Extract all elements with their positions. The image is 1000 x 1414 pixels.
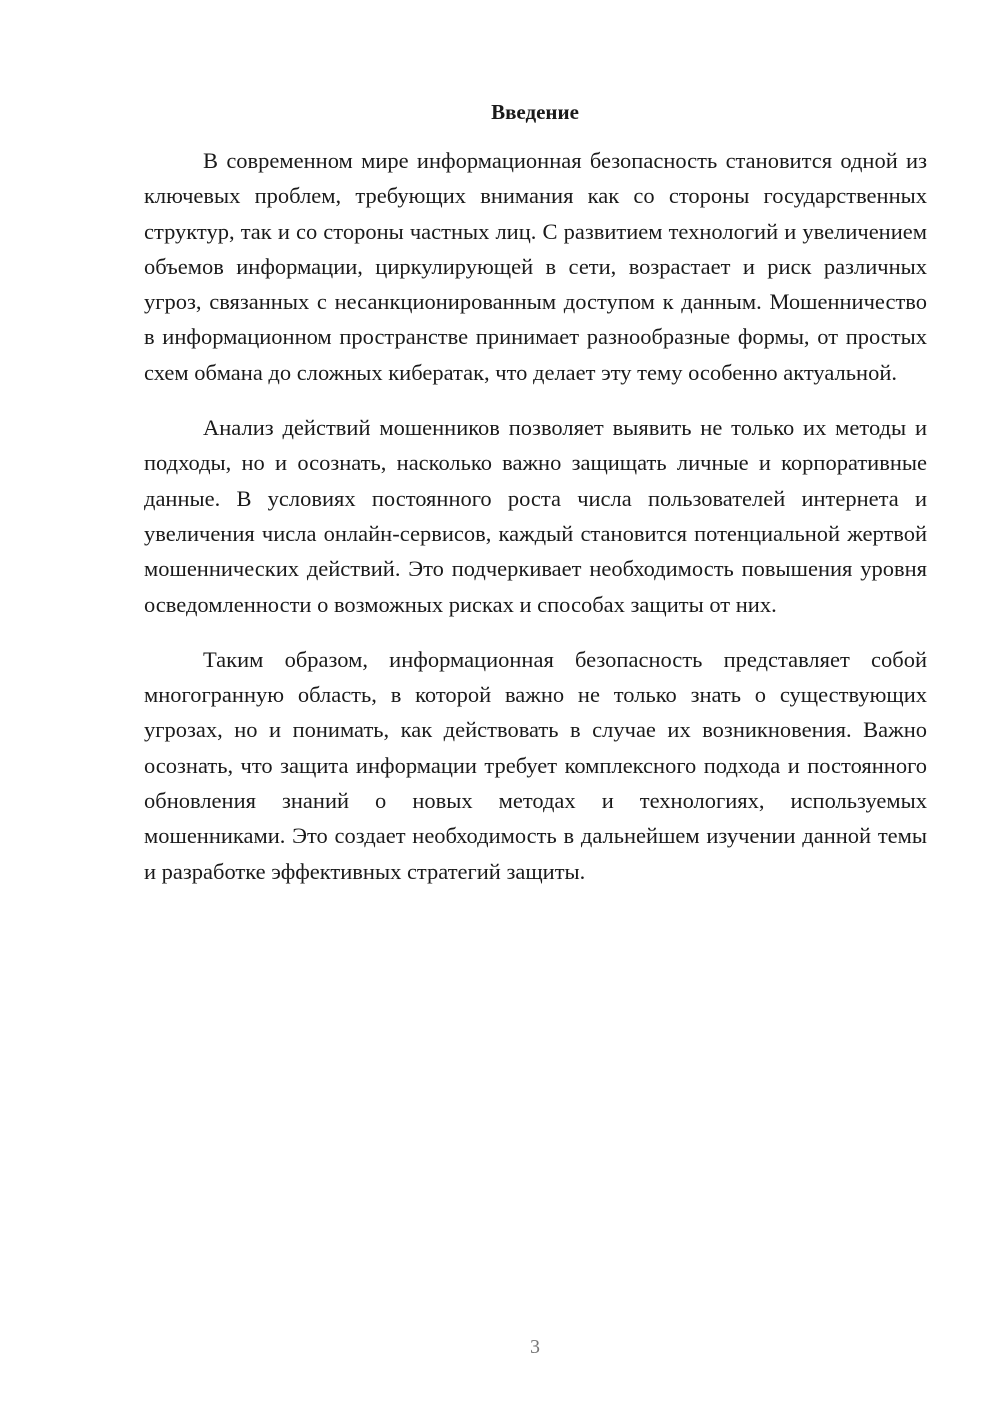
paragraph-1: В современном мире информационная безопасность становится одной из ключевых проблем, требующих внимания как со стороны государственных структур, так и со стороны частных лиц. С развитием технологий и увеличением объемов информации, циркулирующей в сети, возрастает и риск различных угроз, связанных с несанкционированным доступом к данным. Мошенничество в информационном пространстве принимает разнообразные формы, от простых схем обмана до сложных кибератак, что делает эту тему особенно актуальной. [144, 148, 927, 385]
section-heading: Введение [491, 100, 579, 124]
paragraph-2: Анализ действий мошенников позволяет выявить не только их методы и подходы, но и осознать, насколько важно защищать личные и корпоративные данные. В условиях постоянного роста числа пользователей интернета и увеличения числа онлайн-сервисов, каждый становится потенциальной жертвой мошеннических действий. Это подчеркивает необходимость повышения уровня осведомленности о возможных рисках и способах защиты от них. [144, 415, 927, 617]
page-number: 3 [530, 1336, 540, 1358]
paragraph-3: Таким образом, информационная безопасность представляет собой многогранную область, в которой важно не только знать о существующих угрозах, но и понимать, как действовать в случае их возникновения. Важно осознать, что защита информации требует комплексного подхода и постоянного обновления знаний о новых методах и технологиях, используемых мошенниками. Это создает необходимость в дальнейшем изучении данной темы и разработке эффективных стратегий защиты. [144, 646, 927, 884]
body-text [144, 143, 927, 889]
